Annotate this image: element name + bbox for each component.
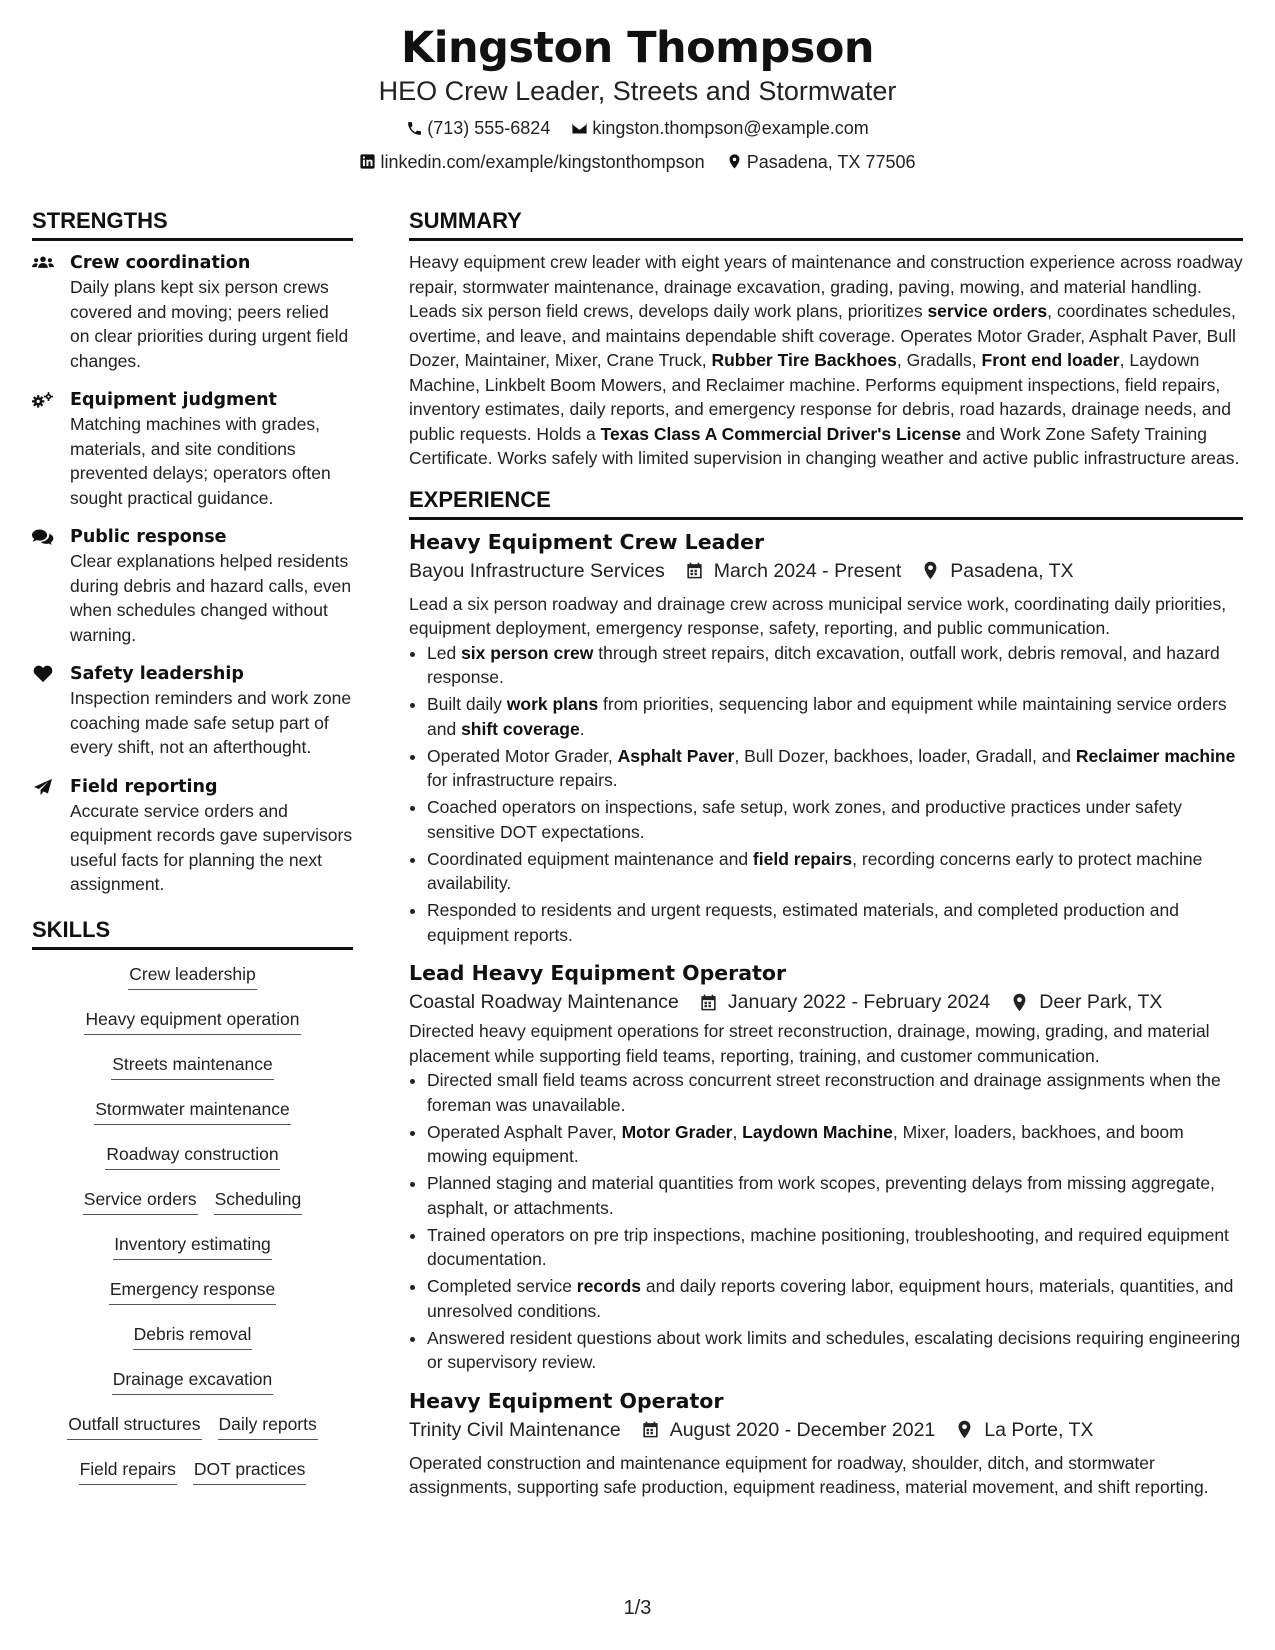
strength-item (32, 525, 353, 647)
bold-text: Texas Class A Commercial Driver's License (600, 423, 962, 444)
text-run: Built daily (427, 694, 507, 714)
skill-tag: Crew leadership (128, 963, 256, 990)
text-run: Coached operators on inspections, safe setup, work zones, and productive practices under safety sensitive DOT expectations. (427, 797, 1182, 842)
job-bullet (427, 847, 1243, 896)
strength-description: Clear explanations helped residents during debris and hazard calls, even when schedules changed without warning. (70, 551, 352, 645)
skill-row (32, 1008, 353, 1053)
strength-title: Field reporting (70, 776, 218, 797)
job-title: Heavy Equipment Crew Leader (409, 529, 765, 554)
text-run: Completed service (427, 1276, 577, 1296)
bold-text: records (576, 1276, 641, 1296)
page-number: 1/3 (623, 1597, 652, 1619)
bold-text: Rubber Tire Backhoes (711, 350, 897, 370)
strength-body (70, 525, 353, 647)
skill-tag: Debris removal (133, 1323, 253, 1350)
strength-description: Matching machines with grades, materials, and site conditions prevented delays; operators often sought practical guidance. (70, 414, 331, 508)
job-bullet (427, 1120, 1243, 1169)
skill-row (32, 1188, 353, 1233)
job-meta (409, 558, 1243, 584)
right-column (409, 208, 1243, 1500)
job-description: Directed heavy equipment operations for street reconstruction, drainage, mowing, grading, and material placement while supporting field teams, reporting, training, and customer communication. (409, 1021, 1210, 1066)
text-run: , Gradalls, (896, 350, 982, 370)
bold-text: field repairs (752, 848, 853, 869)
map-marker-icon (935, 1420, 984, 1439)
strengths-heading: STRENGTHS (32, 208, 353, 241)
skill-row (32, 1278, 353, 1323)
skill-row (32, 963, 353, 1008)
company-name: Trinity Civil Maintenance (409, 1418, 621, 1441)
calendar-icon (679, 993, 728, 1012)
map-marker-icon (901, 561, 950, 580)
users-icon (32, 251, 70, 373)
skill-row (32, 1053, 353, 1098)
text-run: Responded to residents and urgent requests, estimated materials, and completed production and equipment reports. (427, 900, 1179, 945)
strength-title: Public response (70, 527, 227, 547)
job-location: La Porte, TX (984, 1418, 1094, 1441)
text-run: , recording concerns early to protect machine availability. (427, 848, 1203, 893)
candidate-name: Kingston Thompson (400, 23, 875, 73)
contact-row-2 (0, 151, 1275, 176)
text-run: and daily reports covering labor, equipment hours, materials, quantities, and unresolved conditions. (427, 1276, 1234, 1321)
skill-row (32, 1323, 353, 1368)
email-text[interactable]: kingston.thompson@example.com (592, 118, 869, 138)
strength-description: Inspection reminders and work zone coaching made safe setup part of every shift, not an afterthought. (70, 688, 352, 757)
phone-item (406, 117, 550, 139)
bold-text: Reclaimer machine (1075, 745, 1236, 766)
text-run: , Bull Dozer, backhoes, loader, Gradall, and (734, 745, 1076, 766)
job-bullets (409, 641, 1243, 948)
map-marker-icon (726, 153, 743, 170)
resume-header (0, 22, 1275, 175)
phone-text: (713) 555-6824 (427, 118, 551, 138)
job-bullets (409, 1068, 1243, 1375)
paper-plane-icon (32, 775, 70, 897)
phone-icon (406, 120, 423, 137)
text-run: . (579, 718, 585, 739)
job-title: Heavy Equipment Operator (409, 1388, 724, 1413)
contact-row-1 (0, 117, 1275, 142)
skill-tag: Emergency response (109, 1278, 276, 1305)
linkedin-icon (359, 153, 376, 170)
job-bullet (427, 1223, 1243, 1272)
company-name: Bayou Infrastructure Services (409, 559, 665, 582)
text-run: for infrastructure repairs. (427, 770, 618, 790)
job-location: Pasadena, TX (950, 559, 1074, 582)
job-meta (409, 989, 1243, 1015)
text-run: Coordinated equipment maintenance and (427, 848, 753, 869)
job-bullet (427, 898, 1243, 947)
job-entry (409, 528, 1243, 948)
skill-tag: Field repairs (79, 1458, 177, 1485)
strength-item (32, 388, 353, 510)
strengths-list (32, 251, 353, 897)
text-run: Answered resident questions about work limits and schedules, escalating decisions requiring engineering or supervisory review. (427, 1327, 1241, 1372)
bold-text: service orders (927, 301, 1048, 321)
text-run: and Work Zone Safety Training Certificate. Works safely with limited supervision in changing weather and active public infrastructure areas. (409, 423, 1240, 468)
summary-heading: SUMMARY (409, 208, 1243, 241)
text-run: , Laydown Machine, Linkbelt Boom Mowers, and Reclaimer machine. Performs equipment inspections, field repairs, inventory estimates, daily reports, and emergency response for debris, road hazards, drainage needs, and public requests. Holds a (409, 350, 1231, 444)
calendar-icon (621, 1420, 670, 1439)
job-description: Operated construction and maintenance equipment for roadway, shoulder, ditch, and stormwater assignments, supporting safe production, equipment readiness, material movement, and shift reporting. (409, 1452, 1209, 1497)
bold-text: Front end loader (981, 350, 1120, 370)
strength-body (70, 388, 353, 510)
skill-tag: Drainage excavation (112, 1368, 274, 1395)
job-entry (409, 959, 1243, 1375)
skill-row (32, 1413, 353, 1458)
skill-tag: Outfall structures (67, 1413, 201, 1440)
job-bullet (427, 1171, 1243, 1220)
skill-tag: Heavy equipment operation (84, 1008, 300, 1035)
linkedin-item[interactable] (359, 151, 704, 173)
strength-title: Crew coordination (70, 253, 251, 273)
job-bullet (427, 795, 1243, 844)
job-dates: August 2020 - December 2021 (669, 1418, 936, 1441)
skill-tag: Roadway construction (105, 1143, 279, 1170)
job-bullet (427, 744, 1243, 793)
strength-title: Safety leadership (70, 664, 244, 684)
job-bullet (427, 641, 1243, 690)
email-item[interactable] (571, 117, 868, 139)
text-run: , Mixer, loaders, backhoes, and boom mowing equipment. (427, 1121, 1184, 1166)
location-item (726, 151, 916, 173)
job-meta (409, 1417, 1243, 1443)
map-marker-icon (990, 993, 1039, 1012)
job-dates: January 2022 - February 2024 (727, 991, 991, 1013)
job-description: Lead a six person roadway and drainage crew across municipal service work, coordinating daily priorities, equipment deployment, emergency response, safety, reporting, and public communication. (409, 593, 1227, 638)
skill-row (32, 1458, 353, 1503)
bold-text: Asphalt Paver (617, 745, 735, 766)
skill-tag: Daily reports (218, 1413, 318, 1440)
skill-row (32, 1143, 353, 1188)
job-bullet (427, 1274, 1243, 1323)
strength-description: Daily plans kept six person crews covered and moving; peers relied on clear priorities during urgent field changes. (70, 277, 349, 371)
skill-row (32, 1098, 353, 1143)
comments-icon (32, 525, 70, 647)
experience-list (409, 528, 1243, 1500)
skill-tag: Streets maintenance (111, 1053, 274, 1080)
linkedin-text[interactable]: linkedin.com/example/kingstonthompson (380, 151, 705, 172)
skill-row (32, 1368, 353, 1413)
experience-heading: EXPERIENCE (409, 487, 1243, 520)
text-run: from priorities, sequencing labor and equipment while maintaining service orders and (427, 694, 1227, 739)
bold-text: Laydown Machine (742, 1121, 893, 1142)
strength-body (70, 775, 353, 897)
bold-text: work plans (506, 694, 599, 714)
skill-tag: Inventory estimating (113, 1233, 272, 1260)
text-run: Planned staging and material quantities from work scopes, preventing delays from missing aggregate, asphalt, or attachments. (427, 1173, 1215, 1218)
skill-tag: DOT practices (193, 1458, 307, 1485)
text-run: Trained operators on pre trip inspections, machine positioning, troubleshooting, and required equipment documentation. (427, 1224, 1229, 1269)
envelope-icon (571, 120, 588, 137)
job-entry (409, 1387, 1243, 1500)
heart-icon (32, 662, 70, 760)
skills-list (32, 950, 353, 1503)
skill-tag: Stormwater maintenance (94, 1098, 291, 1125)
text-run: , (732, 1121, 743, 1142)
skill-row (32, 1233, 353, 1278)
left-column (32, 208, 353, 1503)
text-run: Heavy equipment crew leader with eight years of maintenance and construction experience across roadway repair, stormwater maintenance, drainage excavation, grading, paving, mowing, and material handling. Leads six person field crews, develops daily work plans, prioritizes (409, 252, 1243, 321)
text-run: Operated Asphalt Paver, (427, 1121, 622, 1142)
strength-title: Equipment judgment (70, 390, 277, 410)
strength-item (32, 775, 353, 897)
skill-tag: Service orders (83, 1188, 198, 1215)
job-title: Lead Heavy Equipment Operator (409, 961, 787, 985)
job-bullet (427, 1326, 1243, 1375)
calendar-icon (665, 561, 714, 580)
text-run: Operated Motor Grader, (427, 745, 618, 766)
candidate-title: HEO Crew Leader, Streets and Stormwater (378, 76, 897, 106)
text-run: Directed small field teams across concurrent street reconstruction and drainage assignments when the foreman was unavailable. (427, 1070, 1221, 1115)
strength-item (32, 251, 353, 373)
skills-heading: SKILLS (32, 917, 353, 950)
bold-text: six person crew (461, 642, 594, 663)
job-bullet (427, 692, 1243, 741)
strength-description: Accurate service orders and equipment records gave supervisors useful facts for planning the next assignment. (70, 800, 353, 894)
text-run: , coordinates schedules, overtime, and leave, and maintains dependable shift coverage. Operates Motor Grader, Asphalt Paver, Bull Dozer, Maintainer, Mixer, Crane Truck, (409, 301, 1236, 370)
strength-item (32, 662, 353, 760)
strength-body (70, 251, 353, 373)
summary-text (409, 250, 1243, 471)
bold-text: Motor Grader (621, 1121, 733, 1142)
skill-tag: Scheduling (214, 1188, 303, 1215)
job-location: Deer Park, TX (1039, 991, 1163, 1013)
text-run: through street repairs, ditch excavation, outfall work, debris removal, and hazard response. (427, 642, 1220, 687)
job-dates: March 2024 - Present (713, 559, 902, 582)
location-text: Pasadena, TX 77506 (746, 151, 916, 172)
text-run: Led (427, 642, 462, 663)
company-name: Coastal Roadway Maintenance (409, 991, 679, 1013)
bold-text: shift coverage (461, 718, 580, 739)
job-bullet (427, 1068, 1243, 1117)
strength-body (70, 662, 353, 760)
gears-icon (32, 388, 70, 510)
